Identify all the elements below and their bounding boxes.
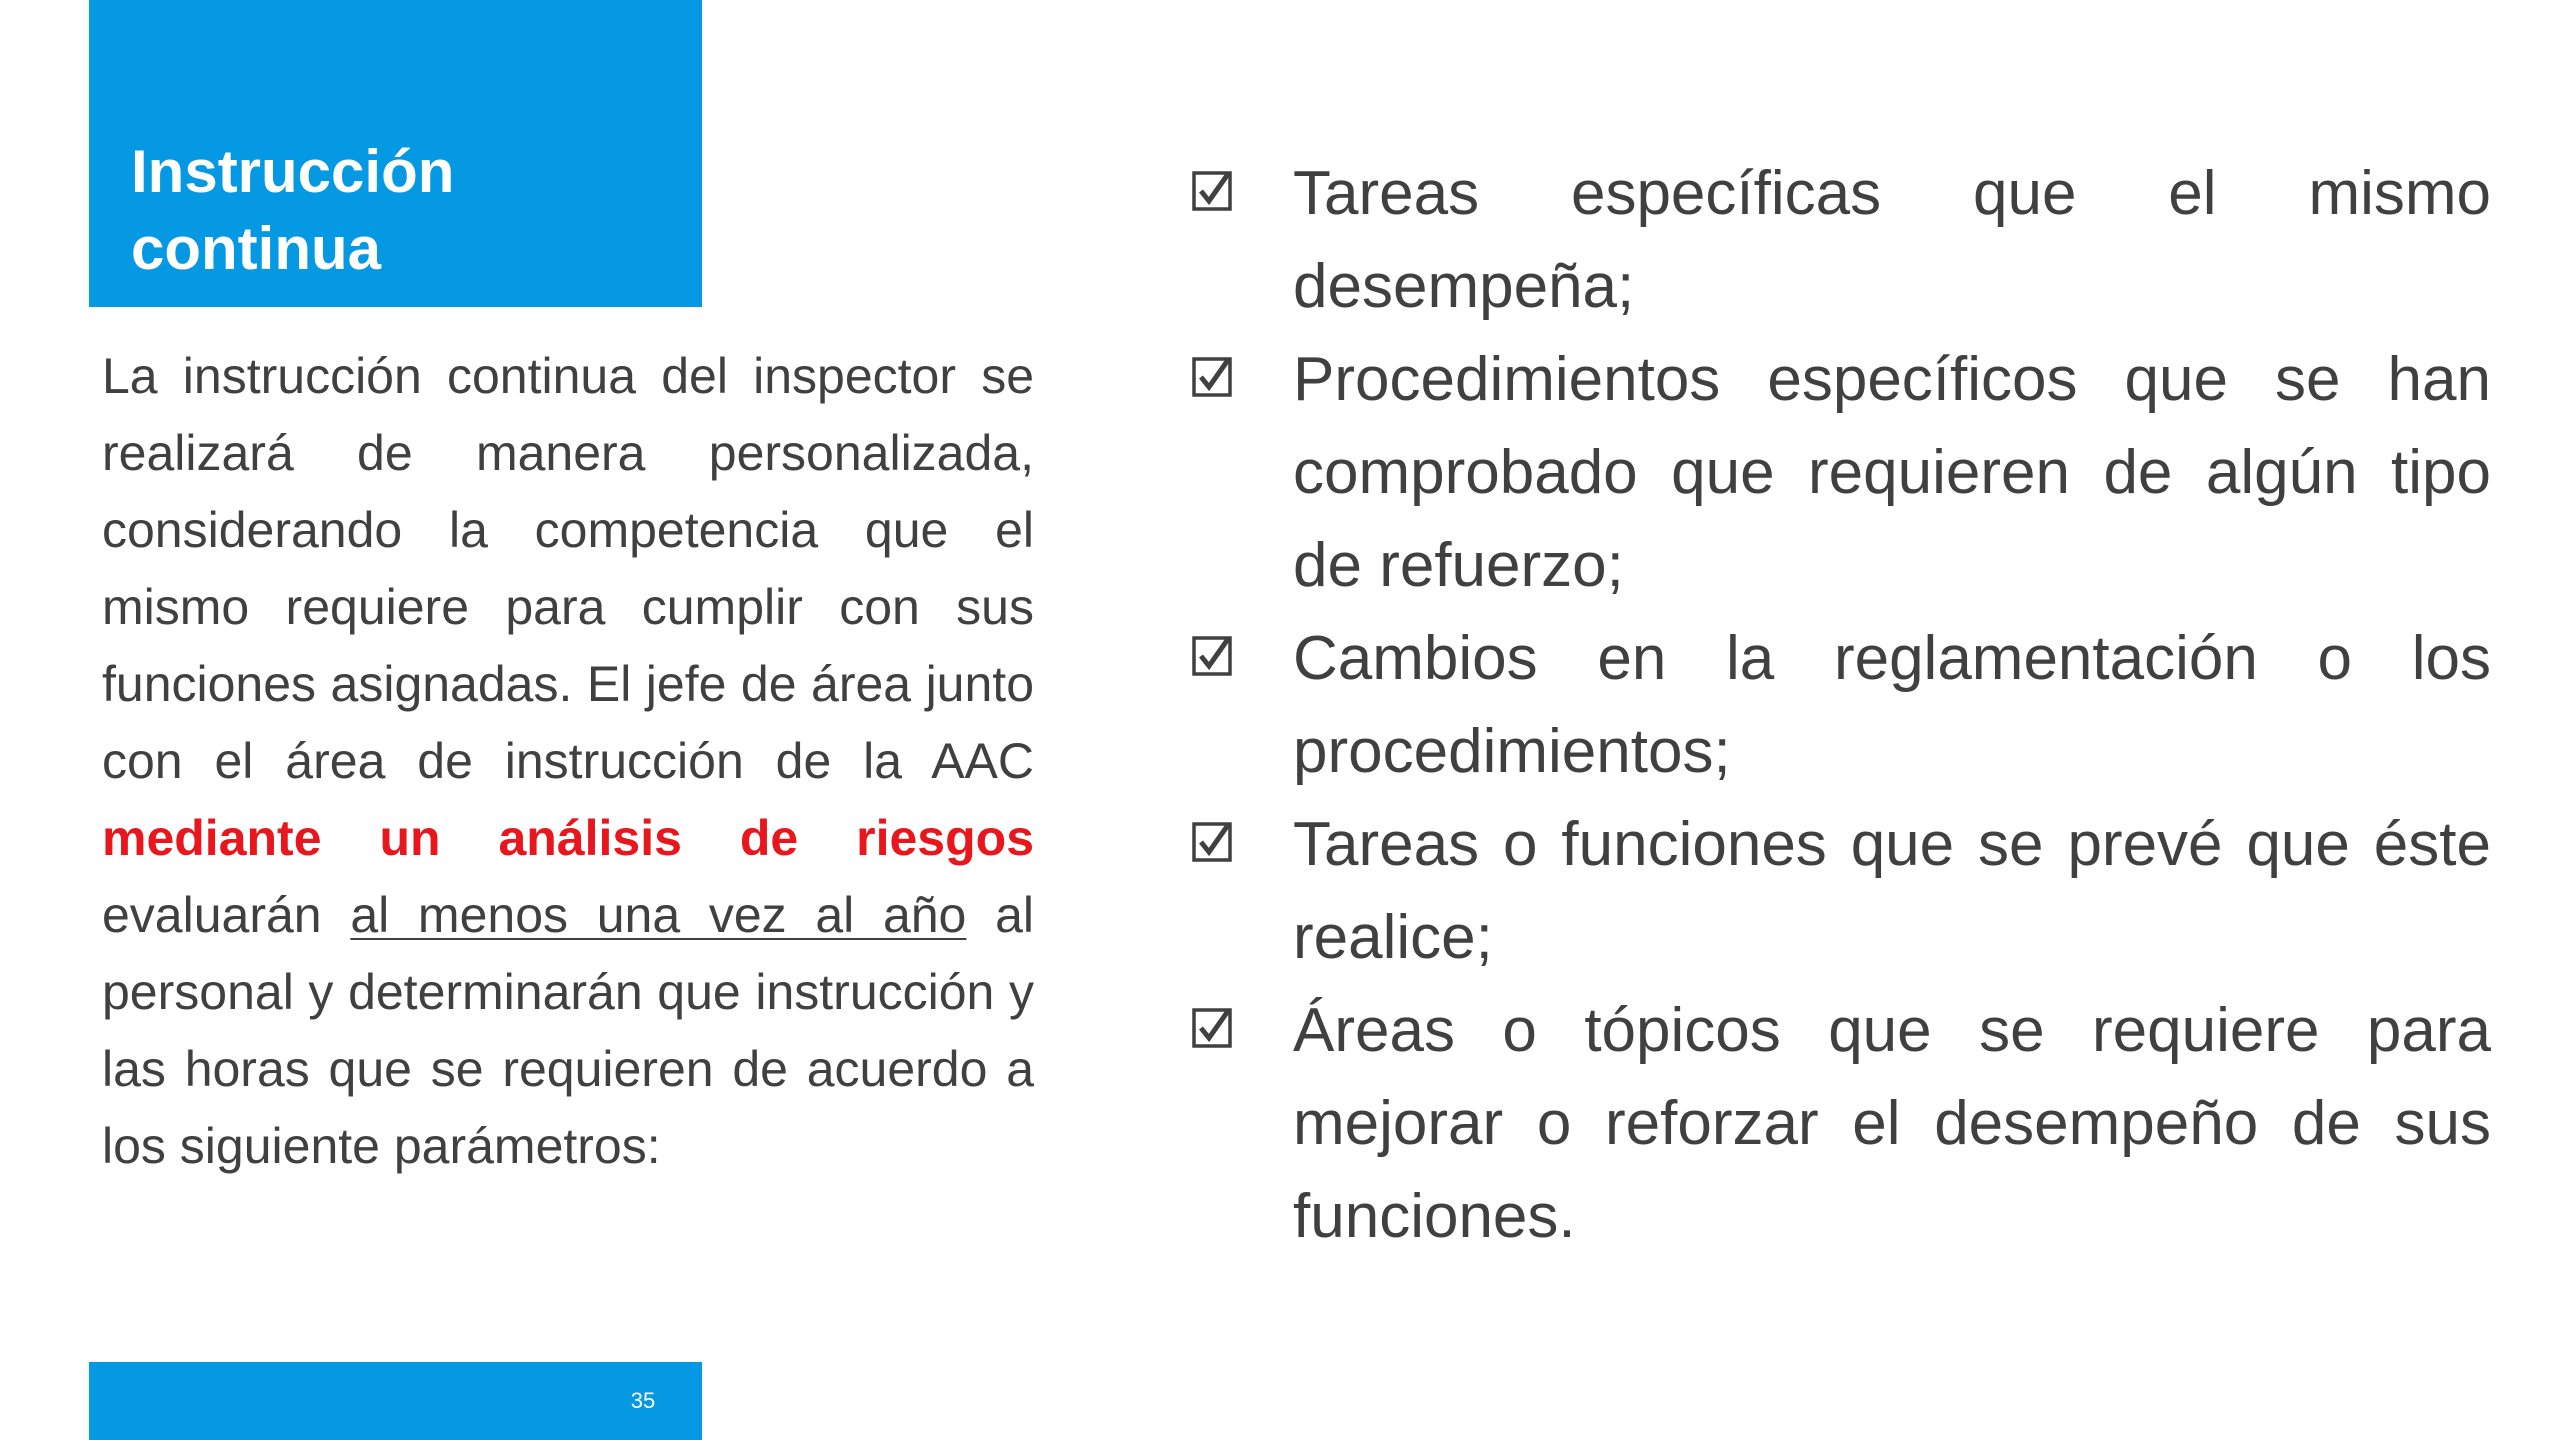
paragraph-outro: al personal y determinarán que instrucción y las horas que se requieren de acuerdo a los siguiente parámetros: xyxy=(102,887,1034,1174)
description-paragraph xyxy=(102,338,1034,1185)
yearly-underline: al menos una vez al año xyxy=(350,887,967,943)
checklist-item-text: Tareas específicas que el mismo desempeña; xyxy=(1293,159,2491,321)
title-line-2: continua xyxy=(131,215,381,282)
checklist-item-text: Tareas o funciones que se prevé que éste realice; xyxy=(1293,810,2491,972)
checklist-item-text: Procedimientos específicos que se han comprobado que requieren de algún tipo de refuerzo; xyxy=(1293,345,2491,600)
title-banner xyxy=(89,0,702,307)
checkbox-checked-icon xyxy=(1192,171,1232,211)
paragraph-intro: La instrucción continua del inspector se realizará de manera personalizada, considerando la competencia que el mismo requiere para cumplir con sus funciones asignadas. El jefe de área junto con el área de instrucción de la AAC xyxy=(102,348,1034,789)
checklist-item xyxy=(1188,984,2491,1263)
page-number: 35 xyxy=(630,1388,656,1413)
parameters-checklist xyxy=(1188,147,2491,1263)
checkbox-checked-icon xyxy=(1192,822,1232,862)
paragraph-mid: evaluarán xyxy=(102,887,351,943)
checkbox-checked-icon xyxy=(1192,357,1232,397)
checkbox-checked-icon xyxy=(1192,1008,1232,1048)
risk-analysis-highlight: mediante un análisis de riesgos xyxy=(102,810,1034,866)
checkbox-checked-icon xyxy=(1192,636,1232,676)
checklist-item xyxy=(1188,333,2491,612)
footer-banner xyxy=(89,1362,702,1440)
slide-title xyxy=(131,133,691,287)
checklist-item xyxy=(1188,798,2491,984)
checklist-item xyxy=(1188,147,2491,333)
title-line-1: Instrucción xyxy=(131,138,455,205)
checklist-item xyxy=(1188,612,2491,798)
checklist-item-text: Áreas o tópicos que se requiere para mejorar o reforzar el desempeño de sus funciones. xyxy=(1293,996,2491,1251)
checklist-item-text: Cambios en la reglamentación o los procedimientos; xyxy=(1293,624,2491,786)
